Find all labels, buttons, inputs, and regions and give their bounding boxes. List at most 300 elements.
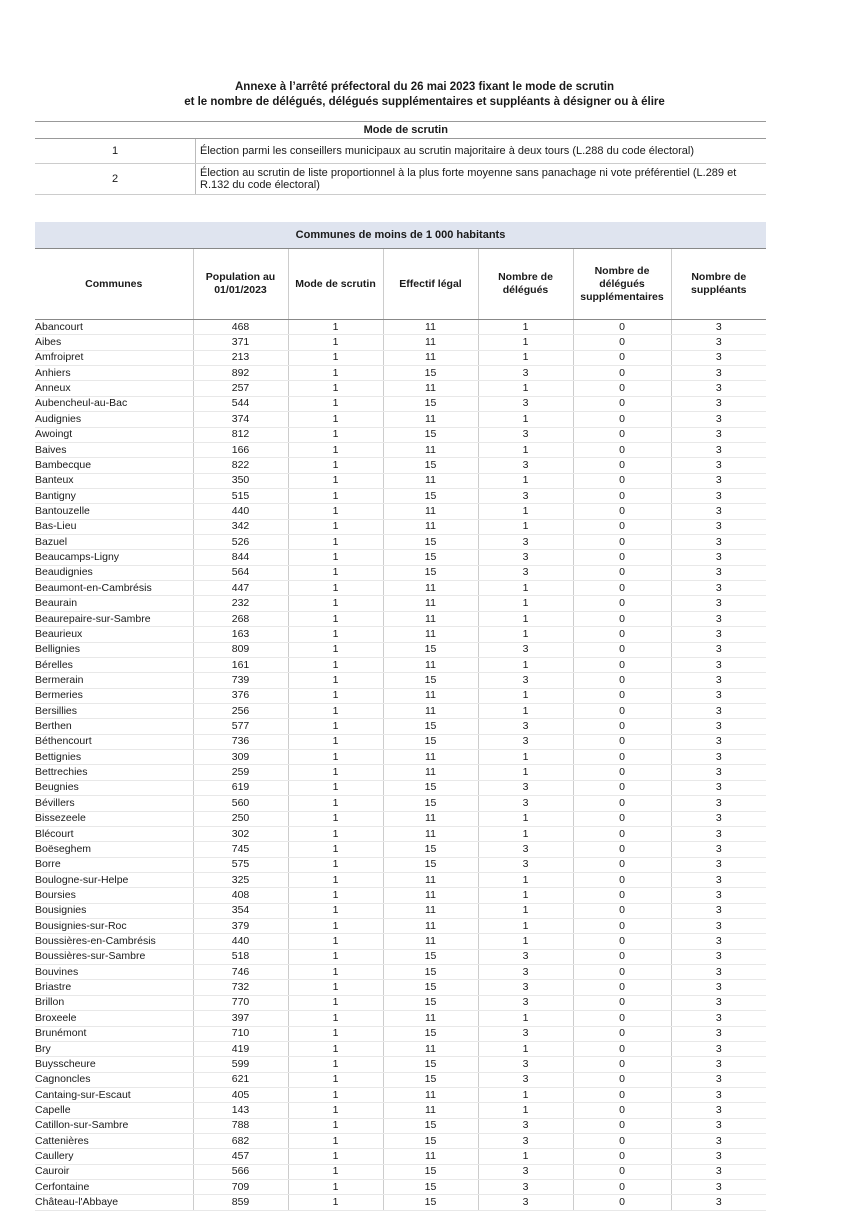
table-row	[35, 842, 766, 857]
nombre-delegues-cell: 1	[478, 504, 573, 519]
nombre-suppleants-cell: 3	[671, 934, 766, 949]
nombre-delegues-supplementaires-cell: 0	[573, 1118, 671, 1133]
commune-name-cell: Awoingt	[35, 427, 193, 442]
commune-name-cell: Bévillers	[35, 796, 193, 811]
mode-scrutin-cell: 1	[288, 703, 383, 718]
mode-description: Élection au scrutin de liste proportionnel à la plus forte moyenne sans panachage ni vote préférentiel (L.289 et R.132 du code électoral)	[196, 164, 767, 195]
mode-scrutin-cell: 1	[288, 719, 383, 734]
table-row	[35, 627, 766, 642]
title-line-1: Annexe à l’arrêté préfectoral du 26 mai 2023 fixant le mode de scrutin	[234, 81, 614, 93]
mode-scrutin-cell: 1	[288, 1041, 383, 1056]
commune-name-cell: Bazuel	[35, 535, 193, 550]
population-cell: 577	[193, 719, 288, 734]
commune-name-cell: Cantaing-sur-Escaut	[35, 1087, 193, 1102]
mode-scrutin-cell: 1	[288, 642, 383, 657]
nombre-delegues-cell: 1	[478, 473, 573, 488]
nombre-delegues-supplementaires-cell: 0	[573, 519, 671, 534]
effectif-legal-cell: 11	[383, 381, 478, 396]
nombre-delegues-supplementaires-cell: 0	[573, 550, 671, 565]
nombre-delegues-cell: 1	[478, 657, 573, 672]
mode-scrutin-cell: 1	[288, 826, 383, 841]
nombre-delegues-supplementaires-cell: 0	[573, 919, 671, 934]
nombre-delegues-supplementaires-cell: 0	[573, 657, 671, 672]
nombre-suppleants-cell: 3	[671, 1057, 766, 1072]
population-cell: 745	[193, 842, 288, 857]
nombre-suppleants-cell: 3	[671, 780, 766, 795]
nombre-delegues-supplementaires-cell: 0	[573, 581, 671, 596]
nombre-delegues-cell: 3	[478, 980, 573, 995]
commune-name-cell: Bousignies	[35, 903, 193, 918]
population-cell: 770	[193, 995, 288, 1010]
population-cell: 518	[193, 949, 288, 964]
table-row	[35, 535, 766, 550]
nombre-delegues-cell: 1	[478, 596, 573, 611]
nombre-delegues-cell: 1	[478, 934, 573, 949]
nombre-delegues-cell: 3	[478, 857, 573, 872]
commune-name-cell: Boussières-sur-Sambre	[35, 949, 193, 964]
nombre-suppleants-cell: 3	[671, 1118, 766, 1133]
header-delegues: Nombre de délégués	[478, 249, 573, 320]
table-row	[35, 1041, 766, 1056]
nombre-suppleants-cell: 3	[671, 826, 766, 841]
table-row	[35, 796, 766, 811]
table-row	[35, 458, 766, 473]
nombre-delegues-cell: 3	[478, 796, 573, 811]
commune-name-cell: Aubencheul-au-Bac	[35, 396, 193, 411]
mode-scrutin-cell: 1	[288, 1180, 383, 1195]
commune-name-cell: Beugnies	[35, 780, 193, 795]
nombre-delegues-supplementaires-cell: 0	[573, 750, 671, 765]
mode-scrutin-cell: 1	[288, 535, 383, 550]
table-row	[35, 642, 766, 657]
commune-name-cell: Blécourt	[35, 826, 193, 841]
nombre-suppleants-cell: 3	[671, 750, 766, 765]
nombre-delegues-supplementaires-cell: 0	[573, 872, 671, 887]
nombre-delegues-cell: 1	[478, 1149, 573, 1164]
document-title	[0, 80, 849, 110]
nombre-suppleants-cell: 3	[671, 965, 766, 980]
nombre-suppleants-cell: 3	[671, 412, 766, 427]
mode-scrutin-cell: 1	[288, 796, 383, 811]
effectif-legal-cell: 15	[383, 965, 478, 980]
commune-name-cell: Beaucamps-Ligny	[35, 550, 193, 565]
header-suppleants: Nombre de suppléants	[671, 249, 766, 320]
effectif-legal-cell: 11	[383, 504, 478, 519]
population-cell: 844	[193, 550, 288, 565]
commune-name-cell: Bry	[35, 1041, 193, 1056]
commune-name-cell: Bousignies-sur-Roc	[35, 919, 193, 934]
nombre-delegues-supplementaires-cell: 0	[573, 1195, 671, 1210]
effectif-legal-cell: 15	[383, 980, 478, 995]
nombre-suppleants-cell: 3	[671, 703, 766, 718]
nombre-suppleants-cell: 3	[671, 949, 766, 964]
nombre-delegues-cell: 3	[478, 1026, 573, 1041]
nombre-delegues-cell: 1	[478, 826, 573, 841]
nombre-delegues-supplementaires-cell: 0	[573, 949, 671, 964]
effectif-legal-cell: 15	[383, 1195, 478, 1210]
table-row	[35, 919, 766, 934]
nombre-delegues-supplementaires-cell: 0	[573, 888, 671, 903]
population-cell: 468	[193, 320, 288, 335]
nombre-delegues-cell: 3	[478, 535, 573, 550]
nombre-delegues-cell: 3	[478, 1180, 573, 1195]
mode-scrutin-cell: 1	[288, 1057, 383, 1072]
effectif-legal-cell: 15	[383, 995, 478, 1010]
population-cell: 682	[193, 1134, 288, 1149]
nombre-delegues-cell: 1	[478, 1011, 573, 1026]
nombre-suppleants-cell: 3	[671, 1180, 766, 1195]
table-row	[35, 750, 766, 765]
nombre-suppleants-cell: 3	[671, 442, 766, 457]
mode-scrutin-cell: 1	[288, 1195, 383, 1210]
effectif-legal-cell: 11	[383, 519, 478, 534]
population-cell: 342	[193, 519, 288, 534]
nombre-suppleants-cell: 3	[671, 396, 766, 411]
nombre-suppleants-cell: 3	[671, 796, 766, 811]
nombre-suppleants-cell: 3	[671, 903, 766, 918]
population-cell: 440	[193, 504, 288, 519]
nombre-delegues-cell: 3	[478, 458, 573, 473]
nombre-delegues-supplementaires-cell: 0	[573, 1103, 671, 1118]
mode-scrutin-cell: 1	[288, 1087, 383, 1102]
nombre-delegues-cell: 1	[478, 350, 573, 365]
commune-name-cell: Château-l'Abbaye	[35, 1195, 193, 1210]
nombre-delegues-cell: 1	[478, 765, 573, 780]
nombre-suppleants-cell: 3	[671, 919, 766, 934]
mode-scrutin-cell: 1	[288, 1072, 383, 1087]
commune-name-cell: Bersillies	[35, 703, 193, 718]
mode-scrutin-cell: 1	[288, 596, 383, 611]
commune-name-cell: Broxeele	[35, 1011, 193, 1026]
nombre-delegues-supplementaires-cell: 0	[573, 565, 671, 580]
nombre-delegues-cell: 1	[478, 750, 573, 765]
nombre-delegues-cell: 3	[478, 673, 573, 688]
nombre-suppleants-cell: 3	[671, 995, 766, 1010]
population-cell: 374	[193, 412, 288, 427]
nombre-delegues-supplementaires-cell: 0	[573, 350, 671, 365]
nombre-delegues-supplementaires-cell: 0	[573, 488, 671, 503]
effectif-legal-cell: 15	[383, 642, 478, 657]
table-row	[35, 719, 766, 734]
table-row	[35, 1118, 766, 1133]
population-cell: 619	[193, 780, 288, 795]
nombre-delegues-supplementaires-cell: 0	[573, 611, 671, 626]
nombre-delegues-supplementaires-cell: 0	[573, 458, 671, 473]
nombre-suppleants-cell: 3	[671, 673, 766, 688]
table-row	[35, 366, 766, 381]
nombre-delegues-cell: 1	[478, 688, 573, 703]
table-row	[35, 872, 766, 887]
mode-scrutin-cell: 1	[288, 381, 383, 396]
mode-description: Élection parmi les conseillers municipaux au scrutin majoritaire à deux tours (L.288 du code électoral)	[196, 139, 767, 164]
nombre-suppleants-cell: 3	[671, 458, 766, 473]
table-row	[35, 442, 766, 457]
nombre-suppleants-cell: 3	[671, 719, 766, 734]
table-row	[35, 1195, 766, 1210]
effectif-legal-cell: 15	[383, 1057, 478, 1072]
nombre-delegues-cell: 3	[478, 366, 573, 381]
nombre-suppleants-cell: 3	[671, 581, 766, 596]
nombre-delegues-supplementaires-cell: 0	[573, 1180, 671, 1195]
table-row	[35, 811, 766, 826]
population-cell: 710	[193, 1026, 288, 1041]
table-row	[35, 980, 766, 995]
mode-number: 1	[35, 139, 196, 164]
nombre-delegues-cell: 3	[478, 396, 573, 411]
commune-name-cell: Aibes	[35, 335, 193, 350]
commune-name-cell: Anhiers	[35, 366, 193, 381]
nombre-delegues-cell: 1	[478, 903, 573, 918]
nombre-delegues-cell: 3	[478, 488, 573, 503]
nombre-delegues-supplementaires-cell: 0	[573, 842, 671, 857]
table-row	[35, 1087, 766, 1102]
nombre-delegues-supplementaires-cell: 0	[573, 1087, 671, 1102]
commune-name-cell: Bérelles	[35, 657, 193, 672]
table-row	[35, 320, 766, 335]
header-effectif: Effectif légal	[383, 249, 478, 320]
commune-name-cell: Boussières-en-Cambrésis	[35, 934, 193, 949]
nombre-delegues-supplementaires-cell: 0	[573, 1072, 671, 1087]
effectif-legal-cell: 15	[383, 719, 478, 734]
nombre-delegues-supplementaires-cell: 0	[573, 442, 671, 457]
commune-name-cell: Brunémont	[35, 1026, 193, 1041]
nombre-delegues-cell: 3	[478, 842, 573, 857]
mode-scrutin-cell: 1	[288, 565, 383, 580]
nombre-suppleants-cell: 3	[671, 1164, 766, 1179]
population-cell: 350	[193, 473, 288, 488]
mode-scrutin-cell: 1	[288, 611, 383, 626]
nombre-delegues-supplementaires-cell: 0	[573, 719, 671, 734]
nombre-delegues-cell: 3	[478, 1118, 573, 1133]
commune-name-cell: Briastre	[35, 980, 193, 995]
effectif-legal-cell: 11	[383, 335, 478, 350]
table-row	[35, 1180, 766, 1195]
nombre-suppleants-cell: 3	[671, 596, 766, 611]
nombre-suppleants-cell: 3	[671, 381, 766, 396]
mode-scrutin-cell: 1	[288, 519, 383, 534]
nombre-suppleants-cell: 3	[671, 1041, 766, 1056]
population-cell: 166	[193, 442, 288, 457]
table-row	[35, 381, 766, 396]
effectif-legal-cell: 15	[383, 396, 478, 411]
nombre-delegues-cell: 3	[478, 427, 573, 442]
nombre-delegues-cell: 1	[478, 1103, 573, 1118]
nombre-suppleants-cell: 3	[671, 1011, 766, 1026]
nombre-suppleants-cell: 3	[671, 535, 766, 550]
population-cell: 371	[193, 335, 288, 350]
nombre-delegues-cell: 3	[478, 780, 573, 795]
population-cell: 812	[193, 427, 288, 442]
nombre-delegues-cell: 1	[478, 811, 573, 826]
effectif-legal-cell: 11	[383, 703, 478, 718]
nombre-delegues-cell: 1	[478, 519, 573, 534]
population-cell: 457	[193, 1149, 288, 1164]
mode-de-scrutin-table	[35, 121, 766, 195]
population-cell: 859	[193, 1195, 288, 1210]
effectif-legal-cell: 11	[383, 934, 478, 949]
commune-name-cell: Bantigny	[35, 488, 193, 503]
commune-name-cell: Bantouzelle	[35, 504, 193, 519]
commune-name-cell: Bermeries	[35, 688, 193, 703]
effectif-legal-cell: 15	[383, 949, 478, 964]
nombre-suppleants-cell: 3	[671, 765, 766, 780]
population-cell: 564	[193, 565, 288, 580]
nombre-suppleants-cell: 3	[671, 320, 766, 335]
mode-scrutin-cell: 1	[288, 995, 383, 1010]
mode-scrutin-cell: 1	[288, 949, 383, 964]
population-cell: 892	[193, 366, 288, 381]
effectif-legal-cell: 11	[383, 826, 478, 841]
table-row	[35, 335, 766, 350]
nombre-delegues-cell: 1	[478, 611, 573, 626]
nombre-delegues-supplementaires-cell: 0	[573, 427, 671, 442]
effectif-legal-cell: 11	[383, 872, 478, 887]
commune-name-cell: Abancourt	[35, 320, 193, 335]
population-cell: 544	[193, 396, 288, 411]
commune-name-cell: Anneux	[35, 381, 193, 396]
nombre-suppleants-cell: 3	[671, 1134, 766, 1149]
mode-scrutin-cell: 1	[288, 427, 383, 442]
nombre-suppleants-cell: 3	[671, 811, 766, 826]
nombre-delegues-supplementaires-cell: 0	[573, 965, 671, 980]
nombre-delegues-supplementaires-cell: 0	[573, 1026, 671, 1041]
mode-scrutin-cell: 1	[288, 581, 383, 596]
effectif-legal-cell: 11	[383, 611, 478, 626]
nombre-suppleants-cell: 3	[671, 627, 766, 642]
effectif-legal-cell: 15	[383, 535, 478, 550]
mode-scrutin-cell: 1	[288, 488, 383, 503]
nombre-delegues-supplementaires-cell: 0	[573, 535, 671, 550]
population-cell: 325	[193, 872, 288, 887]
population-cell: 259	[193, 765, 288, 780]
population-cell: 250	[193, 811, 288, 826]
mode-scrutin-cell: 1	[288, 673, 383, 688]
population-cell: 232	[193, 596, 288, 611]
nombre-suppleants-cell: 3	[671, 642, 766, 657]
table-row	[35, 888, 766, 903]
population-cell: 746	[193, 965, 288, 980]
population-cell: 376	[193, 688, 288, 703]
commune-name-cell: Buysscheure	[35, 1057, 193, 1072]
mode-scrutin-cell: 1	[288, 688, 383, 703]
nombre-delegues-cell: 1	[478, 581, 573, 596]
effectif-legal-cell: 15	[383, 366, 478, 381]
population-cell: 408	[193, 888, 288, 903]
table-row	[35, 1057, 766, 1072]
nombre-delegues-cell: 1	[478, 381, 573, 396]
population-cell: 560	[193, 796, 288, 811]
population-cell: 526	[193, 535, 288, 550]
commune-name-cell: Bambecque	[35, 458, 193, 473]
population-cell: 599	[193, 1057, 288, 1072]
commune-name-cell: Beaumont-en-Cambrésis	[35, 581, 193, 596]
nombre-delegues-cell: 3	[478, 965, 573, 980]
nombre-suppleants-cell: 3	[671, 335, 766, 350]
nombre-delegues-cell: 1	[478, 335, 573, 350]
population-cell: 575	[193, 857, 288, 872]
nombre-suppleants-cell: 3	[671, 366, 766, 381]
effectif-legal-cell: 15	[383, 842, 478, 857]
nombre-delegues-supplementaires-cell: 0	[573, 703, 671, 718]
effectif-legal-cell: 15	[383, 796, 478, 811]
mode-scrutin-cell: 1	[288, 458, 383, 473]
population-cell: 447	[193, 581, 288, 596]
nombre-suppleants-cell: 3	[671, 427, 766, 442]
nombre-suppleants-cell: 3	[671, 842, 766, 857]
table-row	[35, 1026, 766, 1041]
title-line-2: et le nombre de délégués, délégués supplémentaires et suppléants à désigner ou à élire	[184, 96, 665, 108]
population-cell: 302	[193, 826, 288, 841]
mode-scrutin-cell: 1	[288, 734, 383, 749]
table-row	[35, 504, 766, 519]
effectif-legal-cell: 11	[383, 1149, 478, 1164]
commune-name-cell: Cagnoncles	[35, 1072, 193, 1087]
table-row	[35, 734, 766, 749]
population-cell: 213	[193, 350, 288, 365]
effectif-legal-cell: 15	[383, 1180, 478, 1195]
population-cell: 257	[193, 381, 288, 396]
nombre-delegues-supplementaires-cell: 0	[573, 780, 671, 795]
table-row	[35, 1103, 766, 1118]
mode-row	[35, 164, 766, 195]
nombre-delegues-cell: 1	[478, 442, 573, 457]
table-row	[35, 1134, 766, 1149]
nombre-suppleants-cell: 3	[671, 888, 766, 903]
table-row	[35, 1149, 766, 1164]
nombre-delegues-supplementaires-cell: 0	[573, 366, 671, 381]
mode-scrutin-cell: 1	[288, 1103, 383, 1118]
nombre-delegues-supplementaires-cell: 0	[573, 1041, 671, 1056]
table-row	[35, 396, 766, 411]
nombre-suppleants-cell: 3	[671, 1103, 766, 1118]
population-cell: 163	[193, 627, 288, 642]
mode-number: 2	[35, 164, 196, 195]
nombre-suppleants-cell: 3	[671, 657, 766, 672]
commune-name-cell: Béthencourt	[35, 734, 193, 749]
effectif-legal-cell: 15	[383, 565, 478, 580]
nombre-delegues-cell: 3	[478, 1072, 573, 1087]
nombre-suppleants-cell: 3	[671, 1072, 766, 1087]
commune-name-cell: Caullery	[35, 1149, 193, 1164]
mode-scrutin-cell: 1	[288, 320, 383, 335]
header-communes: Communes	[35, 249, 193, 320]
nombre-delegues-cell: 3	[478, 1195, 573, 1210]
effectif-legal-cell: 15	[383, 1134, 478, 1149]
population-cell: 143	[193, 1103, 288, 1118]
header-population: Population au 01/01/2023	[193, 249, 288, 320]
nombre-delegues-cell: 3	[478, 1134, 573, 1149]
commune-name-cell: Boursies	[35, 888, 193, 903]
effectif-legal-cell: 11	[383, 919, 478, 934]
table-row	[35, 473, 766, 488]
table-row	[35, 565, 766, 580]
table-row	[35, 703, 766, 718]
nombre-suppleants-cell: 3	[671, 488, 766, 503]
table-row	[35, 611, 766, 626]
commune-name-cell: Bissezeele	[35, 811, 193, 826]
table-row	[35, 550, 766, 565]
nombre-delegues-supplementaires-cell: 0	[573, 396, 671, 411]
nombre-delegues-supplementaires-cell: 0	[573, 335, 671, 350]
nombre-delegues-cell: 3	[478, 734, 573, 749]
commune-name-cell: Bettignies	[35, 750, 193, 765]
commune-name-cell: Cauroir	[35, 1164, 193, 1179]
effectif-legal-cell: 11	[383, 442, 478, 457]
effectif-legal-cell: 15	[383, 734, 478, 749]
table-row	[35, 826, 766, 841]
effectif-legal-cell: 11	[383, 1041, 478, 1056]
mode-scrutin-cell: 1	[288, 1011, 383, 1026]
